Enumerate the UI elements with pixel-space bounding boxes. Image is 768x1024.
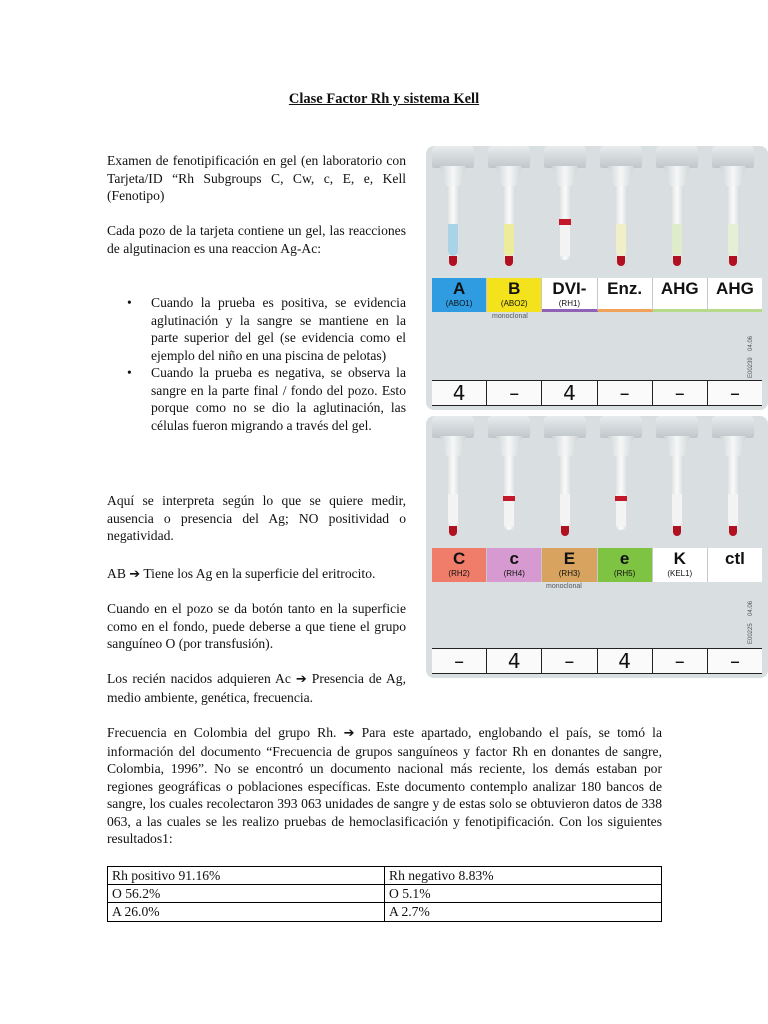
result-cell: – (729, 649, 740, 673)
result-cell: 4 (598, 649, 653, 673)
label-e-upper: E (RH3) (542, 548, 597, 582)
card-code-small: 04.06 (748, 600, 754, 616)
result-cell: – (653, 649, 708, 673)
label-ctl: ctl (708, 548, 762, 582)
paragraph-newborns (107, 670, 406, 706)
gel-card-rh-kell (426, 416, 768, 678)
label-c-lower: c (RH4) (487, 548, 542, 582)
table-row (108, 903, 662, 921)
page-title: Clase Factor Rh y sistema Kell (288, 91, 480, 107)
bullet-positive-text: Cuando la prueba es positiva, se evidencia aglutinación y la sangre se mantiene en la parte superior del gel (se evidencia como el ejemplo del niño en una piscina de pelotas) (151, 295, 406, 363)
result-cell: 4 (487, 649, 542, 673)
card-label-strip (432, 548, 762, 582)
card-label-strip (432, 278, 762, 312)
table-row (108, 867, 662, 885)
card-code: E00239 (748, 357, 754, 378)
newborns-start: Los recién nacidos adquieren Ac (107, 671, 291, 686)
table-cell: O 56.2% (108, 885, 385, 903)
monoclonal-label: monoclonal (492, 313, 528, 320)
monoclonal-label: monoclonal (546, 583, 582, 590)
arrow-icon: ➔ (343, 726, 355, 741)
label-b: B (ABO2) (487, 278, 542, 312)
handwritten-results (432, 648, 762, 674)
paragraph-gel-wells: Cada pozo de la tarjeta contiene un gel, las reacciones de algutinacion es una reaccion Ag-Ac: (107, 223, 406, 256)
label-ahg: AHG (708, 278, 762, 312)
arrow-icon: ➔ (295, 672, 307, 687)
paragraph-ab-antigen (107, 565, 406, 584)
label-ahg: AHG (653, 278, 708, 312)
rh-frequency-table (107, 866, 662, 922)
result-cell: – (653, 381, 708, 405)
table-cell: A 26.0% (108, 903, 385, 921)
table-row (108, 885, 662, 903)
gel-card-abo-rh (426, 146, 768, 410)
bullet-dot: • (127, 365, 132, 380)
arrow-icon: ➔ (129, 567, 141, 582)
reaction-bullet-list (127, 294, 406, 434)
result-cell: – (487, 381, 542, 405)
table-cell: Rh negativo 8.83% (385, 867, 662, 885)
result-cell: – (598, 381, 653, 405)
result-cell: 4 (542, 381, 597, 405)
result-cell: – (729, 381, 740, 405)
label-k: K (KEL1) (653, 548, 708, 582)
bullet-negative (127, 364, 406, 434)
bullet-positive (127, 294, 406, 364)
bullet-dot: • (127, 295, 132, 310)
card-code: E00225 (748, 623, 754, 644)
bullet-negative-text: Cuando la prueba es negativa, se observa la sangre en la parte final / fondo del pozo. Esto porque como no se dio la aglutinación, las células fueron migrando a través del gel. (151, 365, 406, 433)
card-code-small: 04.06 (748, 335, 754, 351)
result-cell: – (542, 649, 597, 673)
table-cell: O 5.1% (385, 885, 662, 903)
ab-text: Tiene los Ag en la superficie del eritrocito. (140, 566, 376, 581)
paragraph-interpretation: Aquí se interpreta según lo que se quiere medir, ausencia o presencia del Ag; NO positividad o negatividad. (107, 493, 406, 543)
paragraph-button-well: Cuando en el pozo se da botón tanto en la superficie como en el fondo, puede deberse a que tiene el grupo sanguíneo O (por transfusión). (107, 601, 406, 651)
newborns-end: Presencia de Ag, medio ambiente, genética, frecuencia. (107, 671, 406, 705)
table-cell: A 2.7% (385, 903, 662, 921)
label-dvi: DVI- (RH1) (542, 278, 597, 312)
result-cell: – (432, 649, 487, 673)
paragraph-colombia-frequency (107, 724, 662, 848)
ab-label: AB (107, 566, 126, 581)
handwritten-results (432, 380, 762, 406)
result-cell: 4 (432, 381, 487, 405)
frequency-start: Frecuencia en Colombia del grupo Rh. (107, 725, 337, 740)
label-a: A (ABO1) (432, 278, 487, 312)
label-c-upper: C (RH2) (432, 548, 487, 582)
paragraph-phenotyping: Examen de fenotipificación en gel (en laboratorio con Tarjeta/ID “Rh Subgroups C, Cw, c, E, e, Kell (Fenotipo) (107, 153, 406, 203)
frequency-end: Para este apartado, englobando el país, se tomó la información del documento “Frecuencia de grupos sanguíneos y factor Rh en donantes de sangre, Colombia, 1996”. No se encontró un documento nacional más reciente, los demás estaban por regiones geográficas o poblaciones específicas. Este documento contemplo analizar 180 bancos de sangre, los cuales recolectaron 393 063 unidades de sangre y de estas solo se obtuvieron datos de 338 063, a las cuales se les realizo pruebas de hemoclasificación y fenotipificación. Con los siguientes resultados1: (107, 725, 662, 846)
label-enz: Enz. (598, 278, 653, 312)
table-cell: Rh positivo 91.16% (108, 867, 385, 885)
label-e-lower: e (RH5) (598, 548, 653, 582)
